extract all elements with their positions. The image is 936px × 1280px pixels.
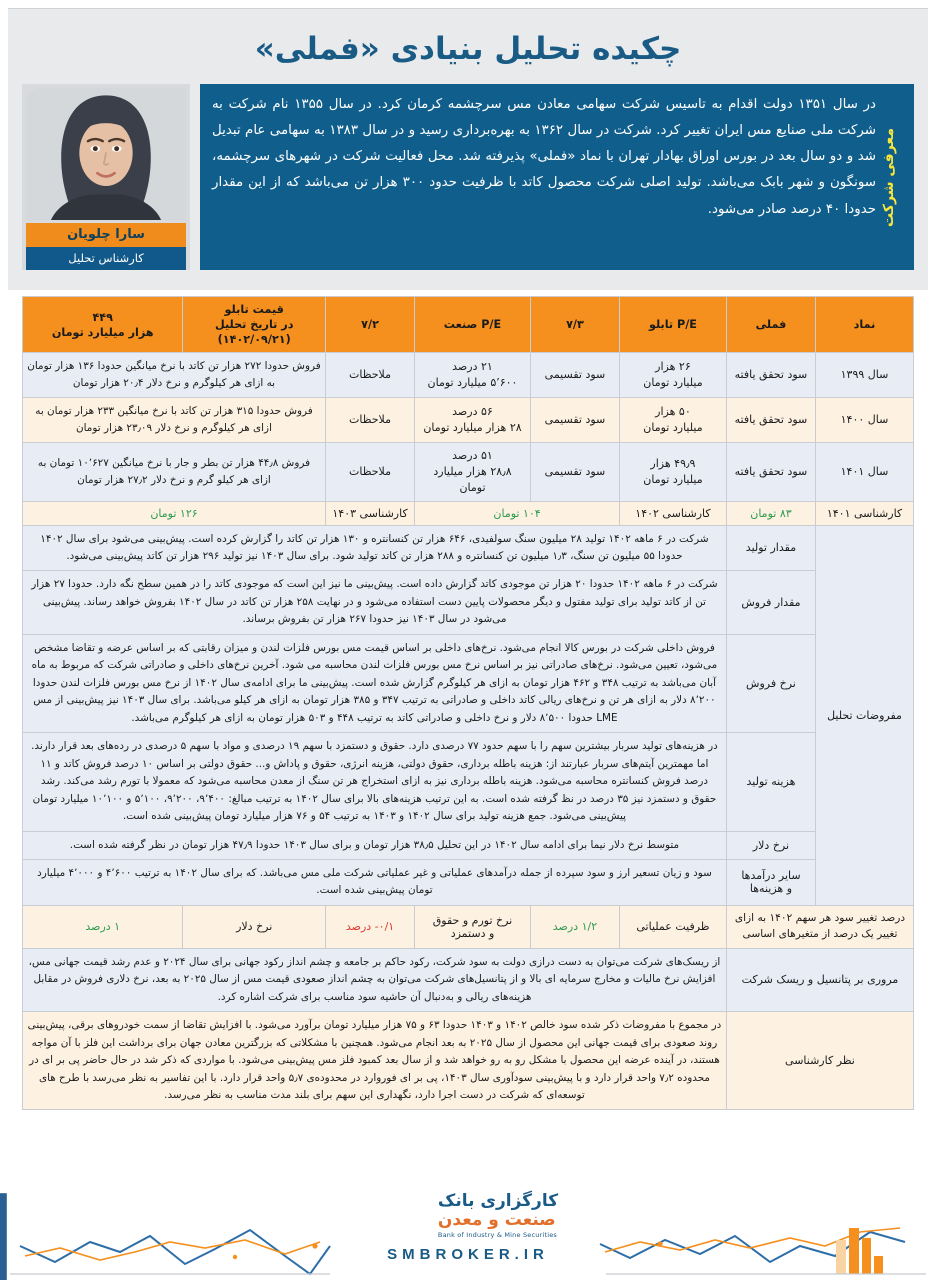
assumption-label: نرخ دلار bbox=[726, 831, 815, 859]
bim-securities-logo-icon bbox=[378, 1190, 430, 1242]
sensitivity-row bbox=[23, 905, 914, 948]
th-pe-board-value: ۷/۳ bbox=[530, 297, 619, 353]
brand-line-1: کارگزاری بانک bbox=[437, 1191, 559, 1212]
cell-dividend: ۵۱ درصد ۲۸٫۸ هزار میلیارد تومان bbox=[415, 442, 531, 501]
opinion-row bbox=[23, 1012, 914, 1110]
assumption-row bbox=[23, 831, 914, 859]
th-femeli: فملی bbox=[726, 297, 815, 353]
intro-paragraph: در سال ۱۳۵۱ دولت اقدام به تاسیس شرکت سهامی معادن مس سرچشمه کرمان کرد. در سال ۱۳۵۵ نام شرکت به شرکت ملی صنایع مس ایران تغییر کرد. شرکت در سال ۱۳۶۲ به بهره‌برداری رسید و در سال ۱۳۸۳ به سهامی عام تبدیل شد و دو سال بعد در بورس اوراق بهادار تهران با نماد «فملی» پذیرفته شد. محل فعالیت شرکت در شهرهای سرچشمه، سونگون و شهر بابک می‌باشد. تولید اصلی شرکت محصول کاتد با ظرفیت حدود ۳۰۰ هزار تن می‌باشد که از این مقدار حدودا ۴۰ درصد صادر می‌شود. bbox=[212, 97, 876, 217]
assumption-label: نرخ فروش bbox=[726, 634, 815, 732]
assumption-label: سایر درآمدها و هزینه‌ها bbox=[726, 860, 815, 906]
intro-vertical-label: معرفی شرکت bbox=[881, 127, 897, 227]
assumption-label: هزینه تولید bbox=[726, 733, 815, 831]
cell-profit: ۲۶ هزار میلیارد تومان bbox=[620, 353, 727, 398]
intro-row bbox=[22, 84, 914, 270]
table-row bbox=[23, 442, 914, 501]
analysis-table-wrap bbox=[22, 296, 914, 1110]
analyst-role: کارشناس تحلیل bbox=[26, 247, 186, 270]
analysis-table bbox=[22, 296, 914, 1110]
assumption-text: فروش داخلی شرکت در بورس کالا انجام می‌شود. نرخ‌های داخلی بر اساس قیمت مس بورس فلزات لندن و میزان رقابتی که بر اساس عرضه و تقاضا مشخص می‌شود، تعیین می‌شود. نرخ‌های صادراتی نیز بر اساس نرخ مس بورس فلزات لندن محاسبه می شود. آخرین نرخ‌های داخلی و صادراتی شرکت که مربوط به ماه آبان می‌باشد به ترتیب ۳۴۸ و ۴۶۲ هزار تومان به ازای هر کیلوگرم گزارش شده است. پیش‌بینی ما برای ادامه‌ی سال ۱۴۰۲ از نرخ مس بورس فلزات لندن حدودا ۸٬۲۰۰ دلار به ازای هر تن و نرخ‌های ریالی کاتد داخلی و صادراتی به ترتیب ۳۴۷ و ۳۸۵ هزار تومان به ازای هر کیلو می‌باشد. برای سال ۱۴۰۳ نیز پیش‌بینی از مس LME حدودا ۸٬۵۰۰ دلار و نرخ داخلی و صادراتی کاتد به ترتیب ۴۴۸ و ۵۰۳ هزار تومان به ازای هر کیلوگرم می‌باشد. bbox=[23, 634, 727, 732]
cell-status: سود تحقق یافته bbox=[726, 398, 815, 443]
cell-remarks: فروش حدودا ۲۷۲ هزار تن کاتد با نرخ میانگین حدودا ۱۳۶ هزار تومان به ازای هر کیلوگرم و نرخ دلار ۲۰٫۴ هزار تومان bbox=[23, 353, 326, 398]
sensitivity-item-name-capacity: ظرفیت عملیاتی bbox=[620, 905, 727, 948]
th-pe-industry-value: ۷/۲ bbox=[325, 297, 414, 353]
cell-forecast-1402-label: کارشناسی ۱۴۰۲ bbox=[620, 501, 727, 525]
assumption-row bbox=[23, 733, 914, 831]
table-header-row bbox=[23, 297, 914, 353]
assumption-text: در هزینه‌های تولید سربار بیشترین سهم را با سهم حدود ۷۷ درصدی دارد. حقوق و دستمزد با سهم ۱۹ درصدی و مواد با سهم ۵ درصدی در رده‌های بعد قرار دارند. اما مهمترین آیتم‌های سربار عبارتند از: هزینه باطله برداری، حقوق دولتی، هزینه انرژی، حقوق و پاداش و... حقوق دولتی بر اساس ۱۰ درصد فروش کاتد و ۱۱ درصد فروش کنسانتره محاسبه می‌شود. هزینه باطله برداری نیز به ازای استخراج هر تن سنگ از معدن محاسبه می‌شود که معمولا با تورم رشد می‌کند. رشد حقوق و دستمزد نیز ۳۵ درصد در نظ گرفته شده است. به این ترتیب هزینه‌های بالا برای سال ۱۴۰۲ به ترتیب مبالغ: ۹٬۴۰۰، ۹٬۲۰۰، ۵٬۱۰۰ و ۱۰٬۱۰۰ میلیارد تومان پیش‌بینی می‌شود. جمع هزینه تولید برای سال ۱۴۰۲ و ۱۴۰۳ به ترتیب ۵۴ و ۷۶ هزار میلیارد تومان پیش‌بینی شده است. bbox=[23, 733, 727, 831]
cell-profit: ۵۰ هزار میلیارد تومان bbox=[620, 398, 727, 443]
analyst-photo bbox=[26, 88, 186, 220]
analyst-name: سارا چلویان bbox=[26, 223, 186, 247]
assumption-text: شرکت در ۶ ماهه ۱۴۰۲ حدودا ۲۰ هزار تن موجودی کاتد گزارش داده است. پیش‌بینی ما نیز این است که موجودی کاتد را در همین سطح نگه دارد. حدودا ۲۷ هزار تن از کاتد تولید برای تولید مفتول و دیگر محصولات پایین دست استفاده می‌شود و در نهایت ۲۵۸ هزار تن کاتد در سال ۱۴۰۲ بفروش خواهد رساند. پیش‌بینی می‌شود در سال ۱۴۰۳ نیز حدودا ۲۶۷ هزار تن بفروش برساند. bbox=[23, 571, 727, 634]
cell-dividend: ۲۱ درصد ۵٬۶۰۰ میلیارد تومان bbox=[415, 353, 531, 398]
th-market-cap: ۴۴۹ هزار میلیارد تومان bbox=[23, 297, 183, 353]
footer bbox=[0, 1184, 936, 1280]
cell-profit: ۴۹٫۹ هزار میلیارد تومان bbox=[620, 442, 727, 501]
analyst-portrait-icon bbox=[26, 88, 186, 220]
th-pe-industry: P/E صنعت bbox=[415, 297, 531, 353]
th-board-price: قیمت تابلو در تاریخ تحلیل (۱۴۰۲/۰۹/۲۱) bbox=[183, 297, 326, 353]
cell-status: سود تحقق یافته bbox=[726, 442, 815, 501]
opinion-text: در مجموع با مفروضات ذکر شده سود خالص ۱۴۰۲ و ۱۴۰۳ حدودا ۶۳ و ۷۵ هزار میلیارد تومان برآورد می‌شود. با افزایش تقاضا از سمت خودروهای برقی، پیش‌بینی روند صعودی برای قیمت جهانی این محصول از سال ۲۰۲۵ به بعد انجام می‌شود. همچنین با مشکلاتی که بزرگترین معادن جهان برای برداشت این فلز با آن مواجه هستند، در آینده عرضه این محصول با مشکل رو به رو خواهد شد و از سال بعد کمبود فلز مس پیش‌بینی می‌شود. با مواردی که ذکر شد در حال حاضر پی بر ای در محدوده ۷٫۲ واحد قرار دارد و با پیش‌بینی سودآوری سال ۱۴۰۳، پی بر ای فوروارد در محدوده‌ی ۵٫۷ واحد قرار دارد. با این تفاسیر به نظر می‌رسد با طرح های توسعه‌ای که شرکت در دست اجرا دارد، نگهداری این سهم برای بلند مدت مناسب به نظر می‌رسد. bbox=[23, 1012, 727, 1110]
sensitivity-label: درصد تغییر سود هر سهم ۱۴۰۲ به ازای تغییر یک درصد از متغیرهای اساسی bbox=[726, 905, 913, 948]
cell-year: سال ۱۴۰۱ bbox=[816, 442, 914, 501]
cell-dividend-label: سود تقسیمی bbox=[530, 398, 619, 443]
sensitivity-item-value-dollar: ۱ درصد bbox=[23, 905, 183, 948]
assumption-row bbox=[23, 525, 914, 571]
table-header bbox=[23, 297, 914, 353]
cell-forecast-1402-value: ۱۰۴ تومان bbox=[415, 501, 620, 525]
risk-row bbox=[23, 948, 914, 1011]
assumption-label: مقدار تولید bbox=[726, 525, 815, 571]
opinion-label: نظر کارشناسی bbox=[726, 1012, 913, 1110]
cell-forecast-1401-label: کارشناسی ۱۴۰۱ bbox=[816, 501, 914, 525]
assumption-row bbox=[23, 634, 914, 732]
brand-line-3: Bank of Industry & Mine Securities bbox=[437, 1231, 558, 1240]
forecast-row bbox=[23, 501, 914, 525]
cell-remarks-label: ملاحظات bbox=[325, 398, 414, 443]
cell-remarks: فروش حدودا ۳۱۵ هزار تن کاتد با نرخ میانگین ۲۳۳ هزار تومان به ازای هر کیلوگرم و نرخ دلار ۲۳٫۰۹ هزار تومان bbox=[23, 398, 326, 443]
assumption-row bbox=[23, 571, 914, 634]
th-pe-board: P/E تابلو bbox=[620, 297, 727, 353]
risk-label: مروری بر پتانسیل و ریسک شرکت bbox=[726, 948, 913, 1011]
assumption-label: مقدار فروش bbox=[726, 571, 815, 634]
assumption-text: متوسط نرخ دلار نیما برای ادامه سال ۱۴۰۲ در این تحلیل ۳۸٫۵ هزار تومان و برای سال ۱۴۰۳ حدودا ۴۷٫۹ هزار تومان در نظر گرفته شده است. bbox=[23, 831, 727, 859]
cell-dividend-label: سود تقسیمی bbox=[530, 353, 619, 398]
table-row bbox=[23, 353, 914, 398]
cell-remarks-label: ملاحظات bbox=[325, 353, 414, 398]
sensitivity-item-value-capacity: ۱/۲ درصد bbox=[530, 905, 619, 948]
assumption-text: شرکت در ۶ ماهه ۱۴۰۲ تولید ۲۸ میلیون سنگ سولفیدی، ۶۴۶ هزار تن کنسانتره و ۱۳۰ هزار تن کاتد را گزارش کرده است. پیش‌بینی می‌شود برای سال ۱۴۰۲ حدودا ۵۵ میلیون تن سنگ، ۱٫۳ میلیون تن کنسانتره و ۲۸۸ هزار تن کاتد تولید شود. برای سال ۱۴۰۳ نیز تولید ۲۹۶ هزار تن کاتد پیش‌بینی می‌شود. bbox=[23, 525, 727, 571]
sensitivity-item-value-inflation: ۰/۱- درصد bbox=[325, 905, 414, 948]
analyst-card bbox=[22, 84, 190, 270]
cell-year: سال ۱۳۹۹ bbox=[816, 353, 914, 398]
cell-forecast-1403-label: کارشناسی ۱۴۰۳ bbox=[325, 501, 414, 525]
th-symbol: نماد bbox=[816, 297, 914, 353]
cell-forecast-1401-value: ۸۳ تومان bbox=[726, 501, 815, 525]
footer-brand bbox=[0, 1190, 936, 1242]
intro-vertical-label-wrap bbox=[876, 92, 902, 262]
table-row bbox=[23, 398, 914, 443]
assumption-text: سود و زیان تسعیر ارز و سود سپرده از جمله درآمدهای عملیاتی و غیر عملیاتی شرکت ملی مس می‌باشد. که برای سال ۱۴۰۲ به ترتیب ۴٬۶۰۰ و ۴٬۰۰۰ میلیارد تومان پیش‌بینی شده است. bbox=[23, 860, 727, 906]
footer-website: SMBROKER.IR bbox=[387, 1246, 549, 1263]
footer-brand-text bbox=[438, 1193, 558, 1239]
sensitivity-item-name-inflation: نرخ تورم و حقوق و دستمزد bbox=[415, 905, 531, 948]
cell-remarks-label: ملاحظات bbox=[325, 442, 414, 501]
cell-status: سود تحقق یافته bbox=[726, 353, 815, 398]
assumptions-group-label: مفروضات تحلیل bbox=[816, 525, 914, 905]
assumption-row bbox=[23, 860, 914, 906]
cell-year: سال ۱۴۰۰ bbox=[816, 398, 914, 443]
cell-remarks: فروش ۴۴٫۸ هزار تن بطر و جار با نرخ میانگین ۱۰٬۶۲۷ تومان به ازای هر کیلو گرم و نرخ دلار ۲۷٫۲ هزار تومان bbox=[23, 442, 326, 501]
table-body bbox=[23, 353, 914, 1110]
cell-forecast-1403-value: ۱۲۶ تومان bbox=[23, 501, 326, 525]
cell-dividend-label: سود تقسیمی bbox=[530, 442, 619, 501]
company-intro-box bbox=[200, 84, 914, 270]
sensitivity-item-name-dollar: نرخ دلار bbox=[183, 905, 326, 948]
cell-dividend: ۵۶ درصد ۲۸ هزار میلیارد تومان bbox=[415, 398, 531, 443]
risk-text: از ریسک‌های شرکت می‌توان به دست درازی دولت به سود شرکت، رکود حاکم بر جامعه و چشم انداز رکود جهانی برای سال ۲۰۲۴ و عدم رشد قیمت جهانی مس، افزایش نرخ مالیات و مخارج سرمایه ای بالا و از پتانسیل‌های شرکت می‌توان به چشم انداز صعودی قیمت مس از سال ۲۰۲۵ به بعد، نرخ دلاری فروش در مقابل هزینه‌های ریالی و به‌دنبال آن حاشیه سود مناسب برای شرکت اشاره کرد. bbox=[23, 948, 727, 1011]
brand-line-2: صنعت و معدن bbox=[437, 1210, 556, 1231]
page-title: چکیده تحلیل بنیادی «فملی» bbox=[254, 31, 682, 67]
title-bar bbox=[8, 9, 928, 89]
